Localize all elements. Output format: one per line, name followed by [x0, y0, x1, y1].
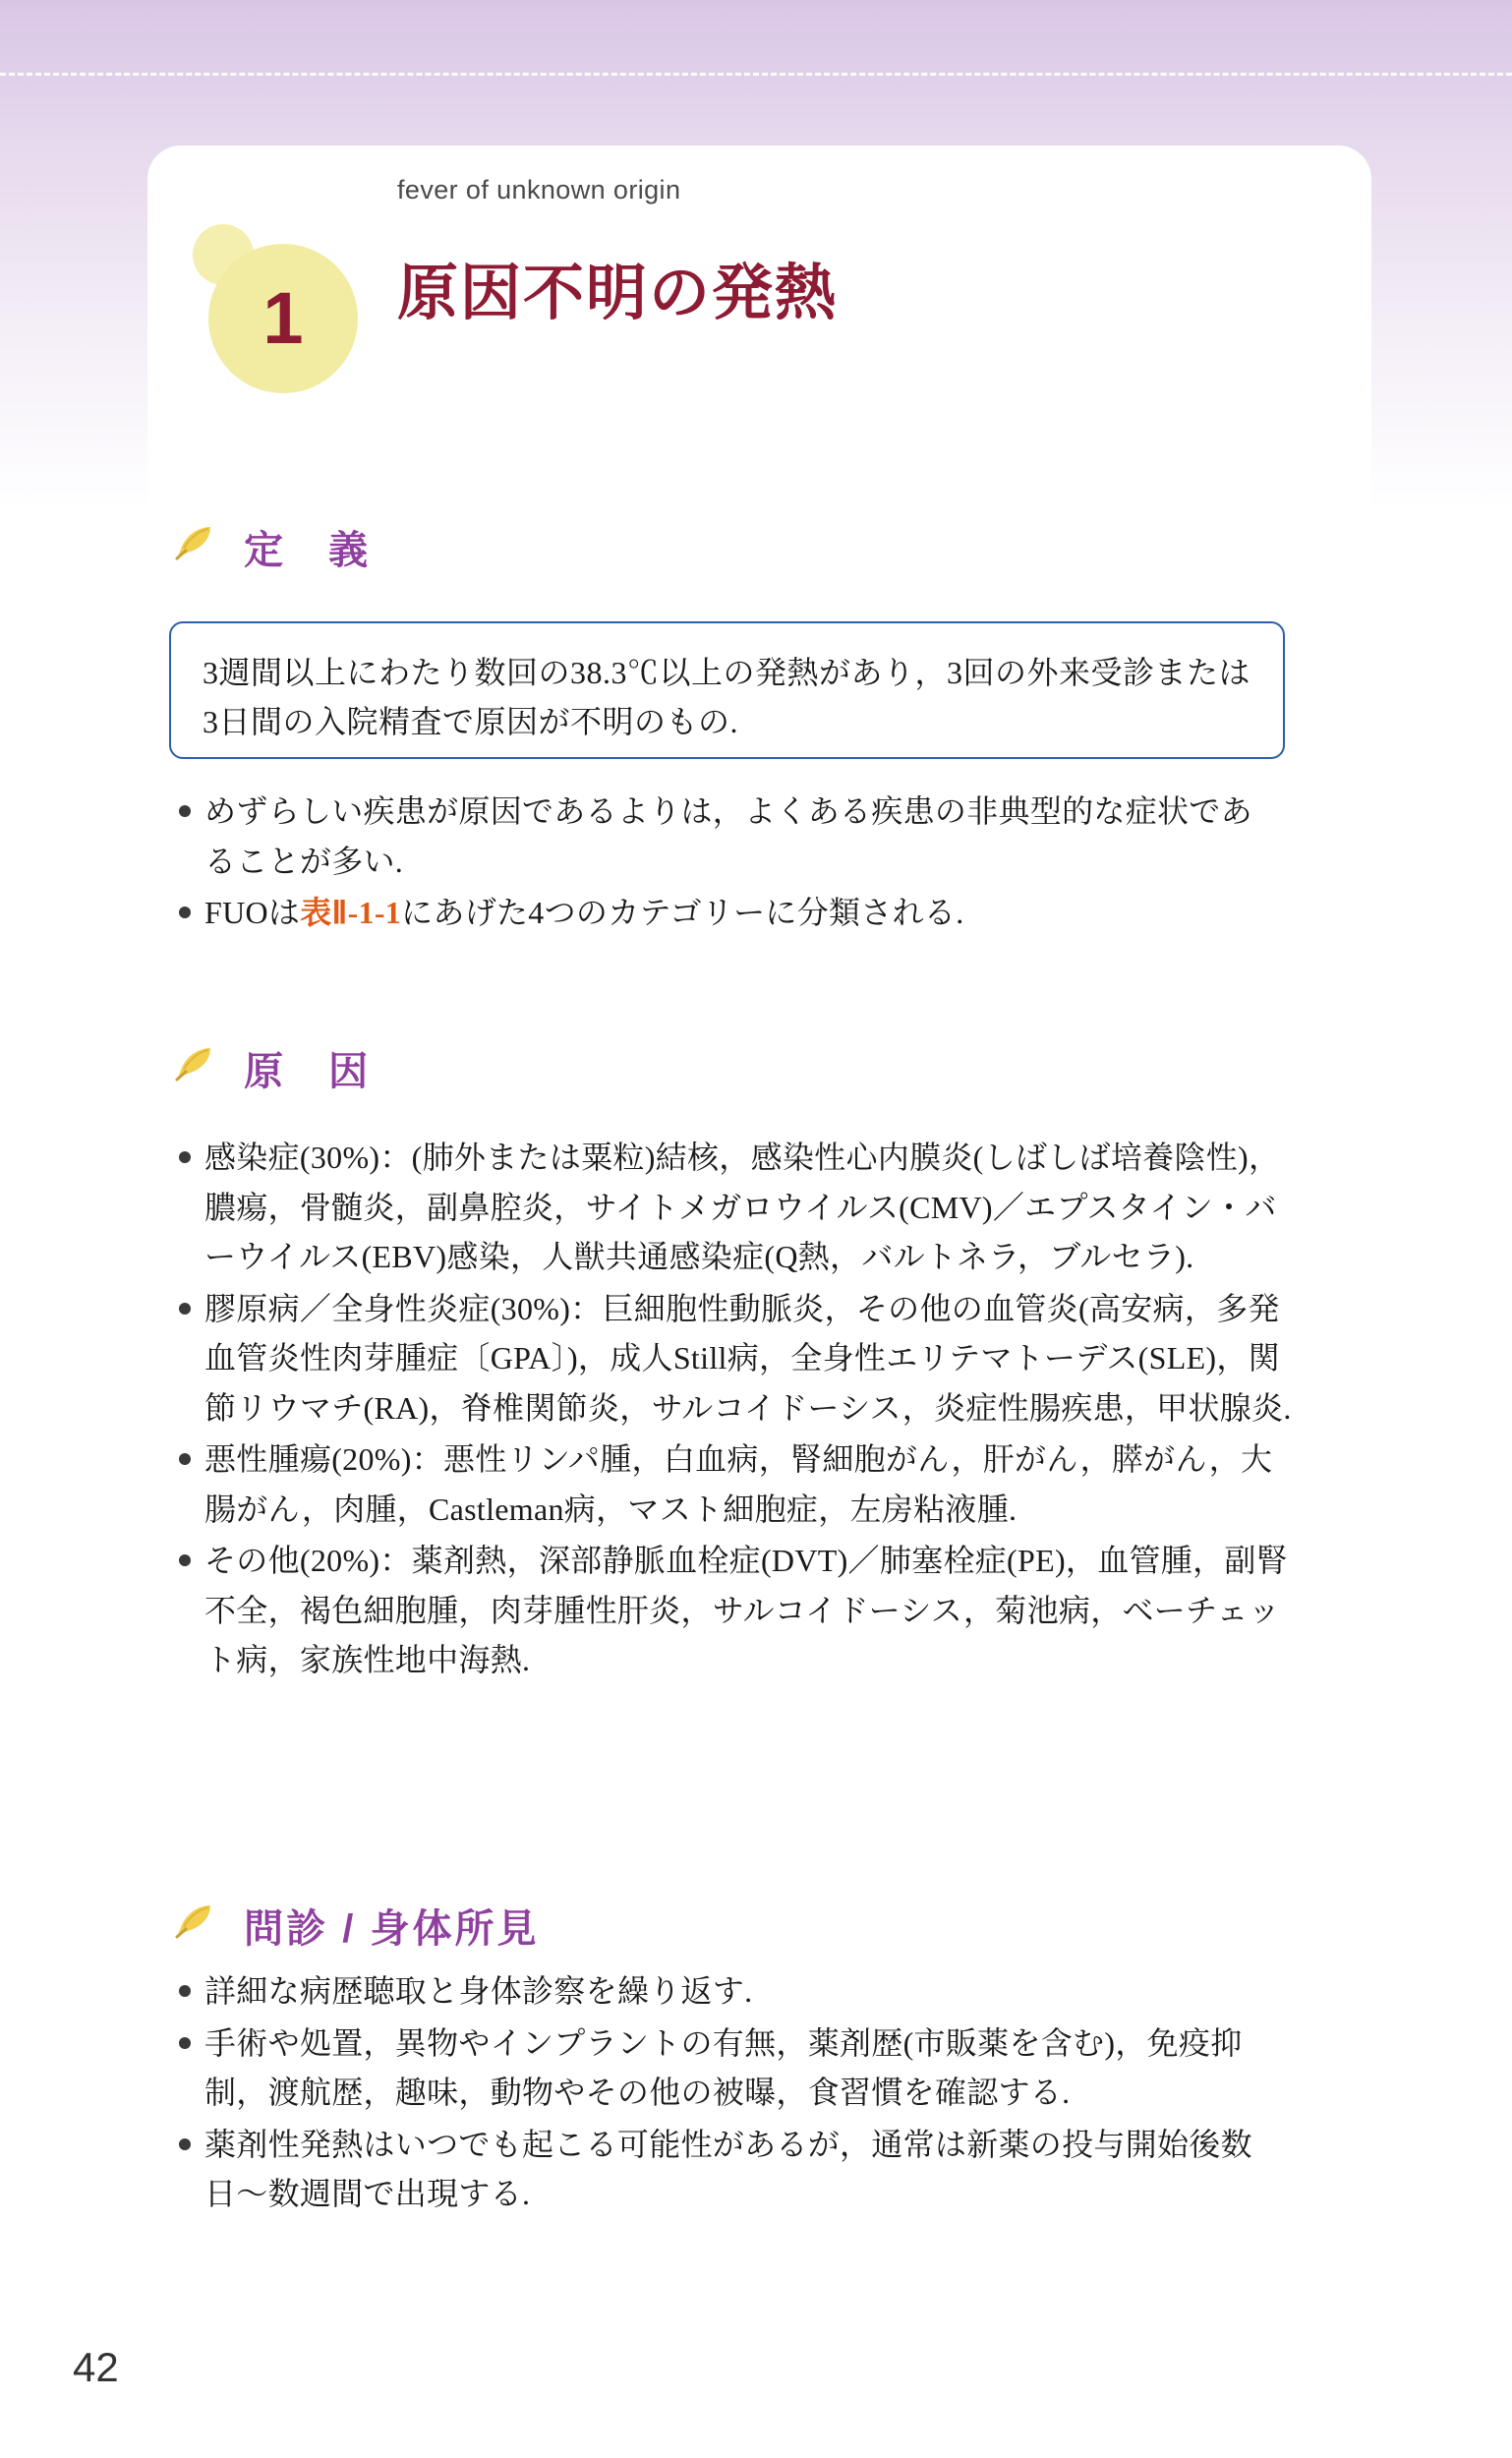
- list-item: 手術や処置，異物やインプラントの有無，薬剤歴(市販薬を含む)，免疫抑制，渡航歴，趣味，動物やその他の被曝，食習慣を確認する.: [173, 2019, 1294, 2118]
- top-dashed-divider: [0, 73, 1512, 76]
- table-reference-link[interactable]: 表Ⅱ-1-1: [300, 895, 402, 931]
- definition-box: [169, 621, 1285, 759]
- page-number: 42: [73, 2344, 119, 2390]
- chapter-japanese-title: 原因不明の発熱: [397, 260, 839, 327]
- bullet-text-after: にあげた4つのカテゴリーに分類される.: [401, 895, 964, 931]
- list-item: 膠原病／全身性炎症(30%)：巨細胞性動脈炎，その他の血管炎(高安病，多発血管炎性肉芽腫症〔GPA〕)，成人Still病，全身性エリテマトーデス(SLE)，関節リウマチ(RA)，脊椎関節炎，サルコイドーシス，炎症性腸疾患，甲状腺炎.: [173, 1284, 1294, 1434]
- definition-bullet-list: [173, 787, 1284, 940]
- cause-bullet-list: [173, 1133, 1294, 1687]
- list-item: 悪性腫瘍(20%)：悪性リンパ腫，白血病，腎細胞がん，肝がん，膵がん，大腸がん，肉腫，Castleman病，マスト細胞症，左房粘液腫.: [173, 1434, 1294, 1534]
- chapter-english-title: fever of unknown origin: [397, 175, 681, 205]
- section-heading-definition: [173, 519, 371, 575]
- list-item: 詳細な病歴聴取と身体診察を繰り返す.: [173, 1966, 1294, 2017]
- list-item: 薬剤性発熱はいつでも起こる可能性があるが，通常は新薬の投与開始後数日〜数週間で出現する.: [173, 2120, 1294, 2219]
- section-heading-history-label: 問診 / 身体所見: [244, 1907, 540, 1951]
- quill-icon: [173, 1044, 216, 1093]
- section-heading-history: [173, 1898, 539, 1954]
- quill-icon: [173, 523, 216, 572]
- section-heading-definition-label: 定 義: [244, 529, 372, 572]
- chapter-number: 1: [262, 277, 304, 359]
- list-item: 感染症(30%)：(肺外または粟粒)結核，感染性心内膜炎(しばしば培養陰性)，膿瘍，骨髄炎，副鼻腔炎，サイトメガロウイルス(CMV)／エプスタイン・バーウイルス(EBV)感染，人獣共通感染症(Q熱，バルトネラ，ブルセラ).: [173, 1133, 1294, 1282]
- definition-box-text: 3週間以上にわたり数回の38.3℃以上の発熱があり，3回の外来受診または3日間の入院精査で原因が不明のもの.: [203, 655, 1251, 739]
- list-item: めずらしい疾患が原因であるよりは，よくある疾患の非典型的な症状であることが多い.: [173, 787, 1284, 886]
- bullet-text-before: FUOは: [204, 895, 301, 931]
- history-bullet-list: [173, 1966, 1294, 2221]
- quill-icon: [173, 1902, 216, 1951]
- list-item: [173, 888, 1284, 938]
- section-heading-cause: [173, 1040, 371, 1096]
- list-item: その他(20%)：薬剤熱，深部静脈血栓症(DVT)／肺塞栓症(PE)，血管腫，副腎不全，褐色細胞腫，肉芽腫性肝炎，サルコイドーシス，菊池病，ベーチェット病，家族性地中海熱.: [173, 1536, 1294, 1685]
- section-heading-cause-label: 原 因: [244, 1050, 372, 1093]
